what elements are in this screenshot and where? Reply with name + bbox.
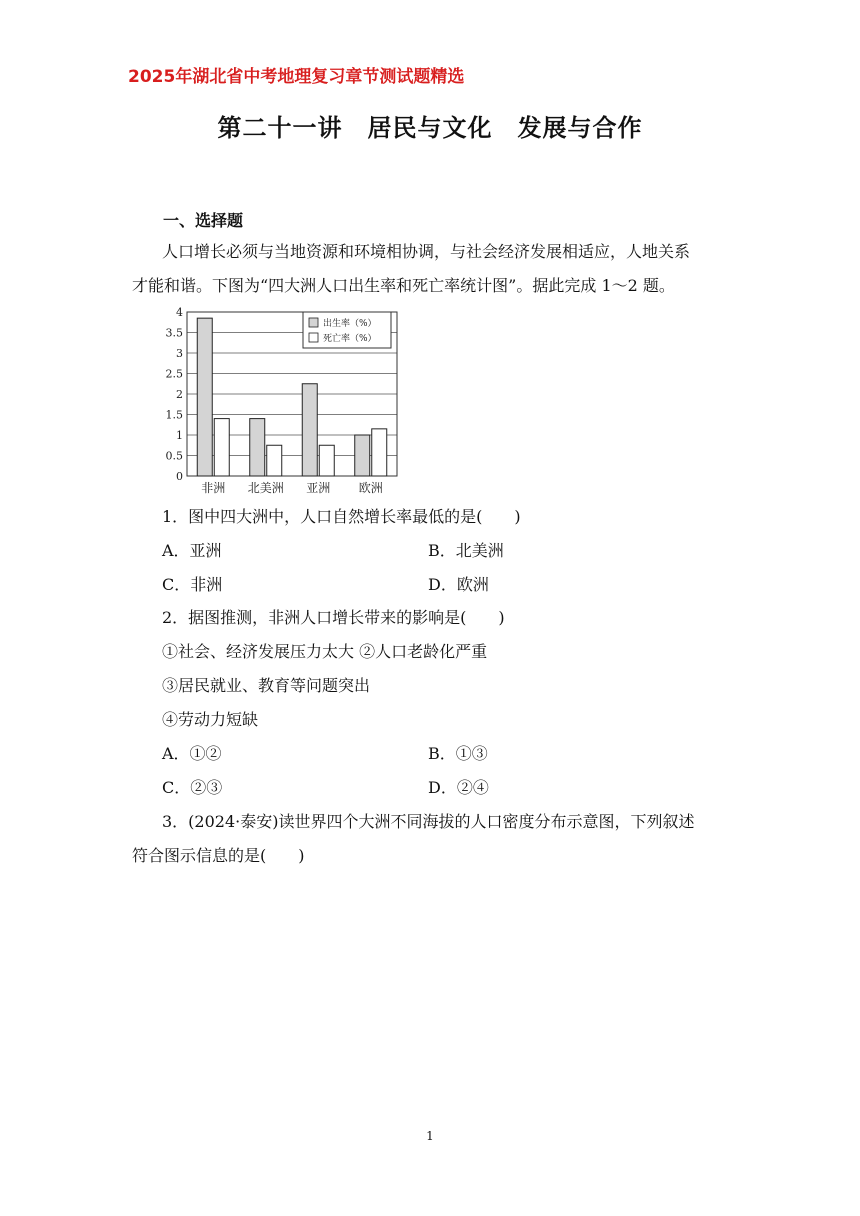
document-header: 2025年湖北省中考地理复习章节测试题精选 xyxy=(128,67,465,87)
legend-swatch xyxy=(309,318,318,327)
bar-death-rate xyxy=(267,445,282,476)
q1-stem: 1．图中四大洲中，人口自然增长率最低的是( ) xyxy=(162,507,521,526)
bar-birth-rate xyxy=(302,384,317,476)
q2-option-c: C．②③ xyxy=(162,778,223,797)
bar-death-rate xyxy=(372,429,387,476)
y-tick-label: 2 xyxy=(176,388,183,401)
legend-swatch xyxy=(309,333,318,342)
q2-option-b: B．①③ xyxy=(428,744,488,763)
q3-stem-line-2: 符合图示信息的是( ) xyxy=(132,846,305,865)
q2-option-d: D．②④ xyxy=(428,778,489,797)
population-rate-chart xyxy=(155,302,405,502)
q3-stem-line-1: 3．(2024·泰安)读世界四个大洲不同海拔的人口密度分布示意图，下列叙述 xyxy=(162,812,695,831)
x-category-label: 亚洲 xyxy=(306,481,331,495)
y-tick-label: 2.5 xyxy=(165,367,183,381)
bar-death-rate xyxy=(214,419,229,476)
q1-option-b: B．北美洲 xyxy=(428,541,504,560)
y-tick-label: 3.5 xyxy=(165,326,183,340)
y-tick-label: 4 xyxy=(176,306,183,319)
y-tick-label: 0.5 xyxy=(165,449,183,463)
intro-line-1: 人口增长必须与当地资源和环境相协调，与社会经济发展相适应，人地关系 xyxy=(162,242,691,261)
q2-statement-3: ③居民就业、教育等问题突出 xyxy=(162,676,371,695)
bar-birth-rate xyxy=(250,419,265,476)
page-title: 第二十一讲 居民与文化 发展与合作 xyxy=(217,114,643,142)
intro-line-2: 才能和谐。下图为“四大洲人口出生率和死亡率统计图”。据此完成 1～2 题。 xyxy=(132,276,675,295)
bar-birth-rate xyxy=(355,435,370,476)
x-category-label: 北美洲 xyxy=(247,481,284,495)
q2-stem: 2．据图推测，非洲人口增长带来的影响是( ) xyxy=(162,608,505,627)
q2-statement-4: ④劳动力短缺 xyxy=(162,710,259,729)
section-heading: 一、选择题 xyxy=(163,211,244,230)
x-category-label: 欧洲 xyxy=(358,481,383,495)
chart-svg xyxy=(155,302,405,498)
q2-statement-1: ①社会、经济发展压力太大 ②人口老龄化严重 xyxy=(162,642,488,661)
q1-option-a: A．亚洲 xyxy=(162,541,222,560)
page-number: 1 xyxy=(426,1129,434,1143)
q2-option-a: A．①② xyxy=(162,744,222,763)
y-tick-label: 3 xyxy=(176,347,183,360)
y-tick-label: 1 xyxy=(176,429,183,442)
bar-birth-rate xyxy=(197,318,212,476)
y-tick-label: 1.5 xyxy=(165,408,183,422)
legend-label: 出生率（%） xyxy=(323,319,377,329)
bar-death-rate xyxy=(319,445,334,476)
y-tick-label: 0 xyxy=(176,470,183,483)
q1-option-c: C．非洲 xyxy=(162,575,223,594)
q1-option-d: D．欧洲 xyxy=(428,575,489,594)
legend-label: 死亡率（%） xyxy=(323,334,377,344)
x-category-label: 非洲 xyxy=(201,481,226,495)
